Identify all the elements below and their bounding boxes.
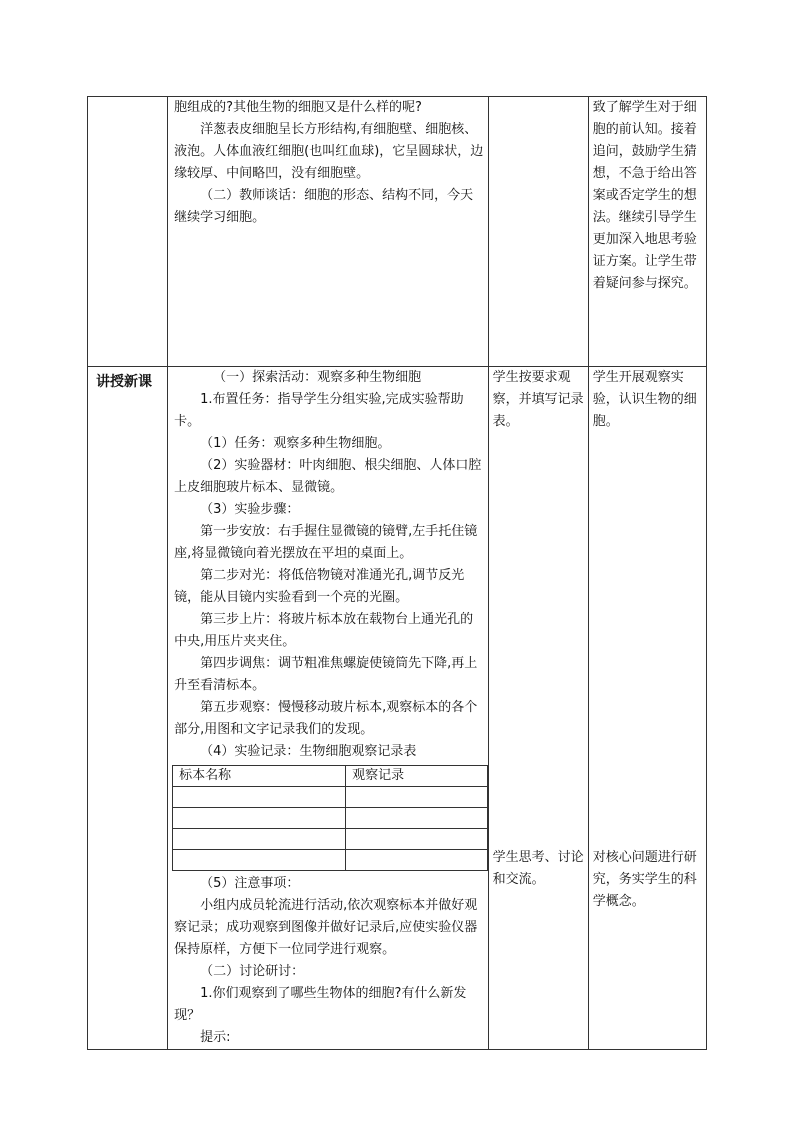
text-paragraph: （4）实验记录：生物细胞观察记录表	[200, 744, 417, 759]
observation-record-table	[172, 765, 488, 871]
table-row	[173, 850, 488, 871]
student-activity-cell	[488, 367, 588, 1050]
design-intent-text: 对核心问题进行研究，务实学生的科学概念。	[592, 850, 697, 909]
stage-label: 讲授新课	[96, 374, 152, 390]
text-paragraph: （3）实验步骤：	[200, 502, 300, 517]
table-row	[173, 829, 488, 850]
table-cell	[346, 829, 488, 850]
design-intent-cell	[588, 97, 706, 367]
table-row	[173, 766, 488, 787]
text-paragraph: 第一步安放：右手握住显微镜的镜臂,左手托住镜座,将显微镜向着光摆放在平坦的桌面上。	[174, 524, 478, 561]
text-paragraph: （二）讨论研讨：	[200, 964, 305, 979]
text-paragraph: 第三步上片：将玻片标本放在载物台上通光孔的中央,用压片夹夹住。	[174, 612, 474, 649]
teacher-activity-cell	[168, 367, 489, 1050]
text-paragraph: 提示:	[200, 1030, 231, 1045]
table-cell	[346, 787, 488, 808]
table-row	[88, 367, 707, 1050]
table-cell	[173, 829, 346, 850]
table-row	[88, 97, 707, 367]
text-paragraph: 胞组成的?其他生物的细胞又是什么样的呢?	[174, 100, 422, 115]
table-row	[173, 787, 488, 808]
student-activity-text: 学生按要求观察，并填写记录表。	[492, 370, 584, 429]
column-header: 观察记录	[346, 766, 488, 787]
text-paragraph: （1）任务：观察多种生物细胞。	[200, 436, 391, 451]
student-activity-text: 学生思考、讨论和交流。	[492, 850, 584, 887]
teacher-activity-cell	[168, 97, 489, 367]
design-intent-text: 学生开展观察实验，认识生物的细胞。	[592, 370, 697, 429]
text-paragraph: 第二步对光：将低倍物镜对准通光孔,调节反光镜，能从目镜内实验看到一个亮的光圈。	[174, 568, 465, 605]
table-cell	[346, 808, 488, 829]
text-paragraph: 洋葱表皮细胞呈长方形结构,有细胞壁、细胞核、液泡。人体血液红细胞(也叫红血球)，它呈圆球状，边缘较厚、中间略凹，没有细胞壁。	[174, 122, 484, 181]
design-intent-text: 致了解学生对于细胞的前认知。接着追问，鼓励学生猜想，不急于给出答案或否定学生的想法。继续引导学生更加深入地思考验证方案。让学生带着疑问参与探究。	[592, 100, 697, 291]
lesson-plan-table	[87, 96, 707, 1050]
text-paragraph: 第四步调焦：调节粗准焦螺旋使镜筒先下降,再上升至看清标本。	[174, 656, 478, 693]
text-paragraph: 1.布置任务：指导学生分组实验,完成实验帮助卡。	[174, 392, 464, 429]
table-cell	[173, 808, 346, 829]
text-paragraph: 第五步观察：慢慢移动玻片标本,观察标本的各个部分,用图和文字记录我们的发现。	[174, 700, 478, 737]
text-paragraph: （一）探索活动：观察多种生物细胞	[213, 370, 422, 385]
table-cell	[346, 850, 488, 871]
student-activity-cell	[488, 97, 588, 367]
table-cell	[173, 787, 346, 808]
text-paragraph: （5）注意事项：	[200, 876, 300, 891]
design-intent-cell	[588, 367, 706, 1050]
stage-cell	[88, 97, 168, 367]
table-cell	[173, 850, 346, 871]
text-paragraph: 小组内成员轮流进行活动,依次观察标本并做好观察记录；成功观察到图像并做好记录后,应使实验仪器保持原样，方便下一位同学进行观察。	[174, 898, 478, 957]
table-row	[173, 808, 488, 829]
text-paragraph: 1.你们观察到了哪些生物体的细胞?有什么新发现？	[174, 986, 467, 1023]
text-paragraph: （2）实验器材：叶肉细胞、根尖细胞、人体口腔上皮细胞玻片标本、显微镜。	[174, 458, 482, 495]
column-header: 标本名称	[173, 766, 346, 787]
stage-cell	[88, 367, 168, 1050]
text-paragraph: （二）教师谈话：细胞的形态、结构不同，今天继续学习细胞。	[174, 188, 474, 225]
